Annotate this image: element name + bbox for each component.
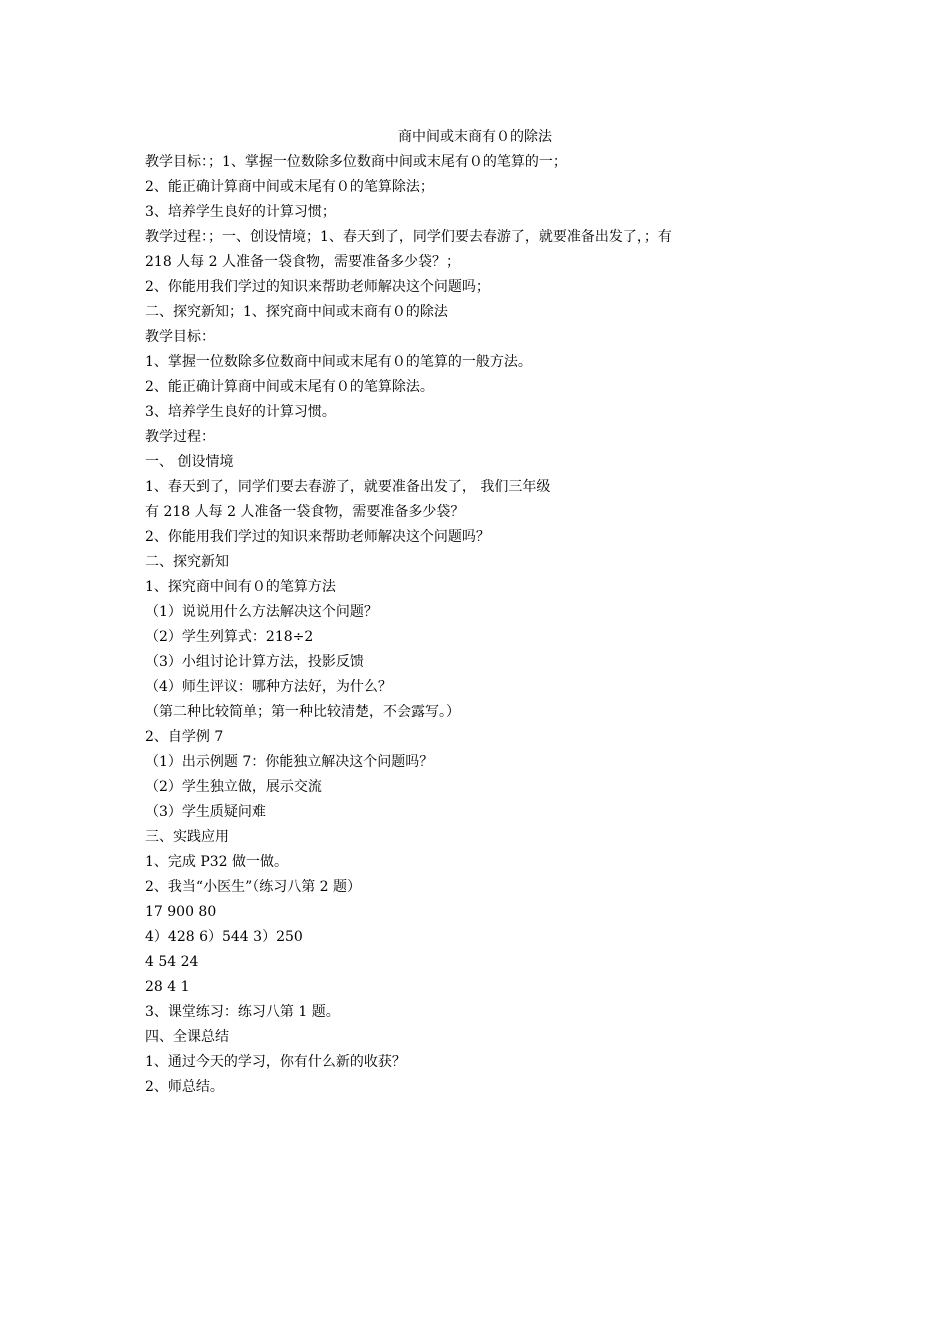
text-line: 4）428 6）544 3）250 [145, 929, 303, 945]
text-line: 2、能正确计算商中间或末尾有０的笔算除法。 [145, 379, 434, 395]
text-line: 四、全课总结 [145, 1029, 229, 1045]
text-line: 教学过程：；一、创设情境；1、春天到了，同学们要去春游了，就要准备出发了，；有 [145, 229, 672, 245]
text-line: （第二种比较简单；第一种比较清楚，不会露写。） [145, 704, 460, 720]
text-line: 1、完成 P32 做一做。 [145, 854, 289, 870]
text-line: （1）说说用什么方法解决这个问题？ [145, 604, 378, 620]
text-line: 二、探究新知；1、探究商中间或末商有０的除法 [145, 304, 448, 320]
text-line: 一、 创设情境 [145, 454, 234, 470]
text-line: 2、你能用我们学过的知识来帮助老师解决这个问题吗？ [145, 529, 490, 545]
text-line: 17 900 80 [145, 904, 217, 920]
document-title: 商中间或末商有０的除法 [398, 129, 552, 145]
text-line: （2）学生列算式：218÷2 [145, 629, 314, 645]
text-line: （2）学生独立做，展示交流 [145, 779, 322, 795]
text-line: 2、自学例 7 [145, 729, 224, 745]
text-line: （1）出示例题 7：你能独立解决这个问题吗？ [145, 754, 434, 770]
text-line: 28 4 1 [145, 979, 190, 995]
text-line: 3、课堂练习：练习八第 1 题。 [145, 1004, 340, 1020]
text-line: 4 54 24 [145, 954, 199, 970]
text-line: 1、春天到了，同学们要去春游了，就要准备出发了， 我们三年级 [145, 479, 551, 495]
text-line: 1、通过今天的学习，你有什么新的收获？ [145, 1054, 406, 1070]
text-line: 二、探究新知 [145, 554, 229, 570]
text-line: 三、实践应用 [145, 829, 229, 845]
text-line: 2、师总结。 [145, 1079, 224, 1095]
document-body [145, 150, 825, 1100]
text-line: 2、能正确计算商中间或末尾有０的笔算除法； [145, 179, 434, 195]
text-line: 教学过程： [145, 429, 215, 445]
text-line: 3、培养学生良好的计算习惯。 [145, 404, 336, 420]
text-line: 教学目标：；1、掌握一位数除多位数商中间或末尾有０的笔算的一； [145, 154, 567, 170]
text-line: （3）小组讨论计算方法，投影反馈 [145, 654, 364, 670]
text-line: 1、掌握一位数除多位数商中间或末尾有０的笔算的一般方法。 [145, 354, 532, 370]
text-line: 3、培养学生良好的计算习惯； [145, 204, 336, 220]
text-line: 2、我当“小医生”（练习八第 2 题） [145, 879, 362, 895]
text-line: （3）学生质疑问难 [145, 804, 266, 820]
text-line: 教学目标： [145, 329, 215, 345]
text-line: 218 人每 2 人准备一袋食物，需要准备多少袋？； [145, 254, 460, 270]
text-line: 有 218 人每 2 人准备一袋食物，需要准备多少袋？ [145, 504, 465, 520]
text-line: 2、你能用我们学过的知识来帮助老师解决这个问题吗； [145, 279, 490, 295]
text-line: 1、探究商中间有０的笔算方法 [145, 579, 336, 595]
text-line: （4）师生评议：哪种方法好，为什么？ [145, 679, 392, 695]
